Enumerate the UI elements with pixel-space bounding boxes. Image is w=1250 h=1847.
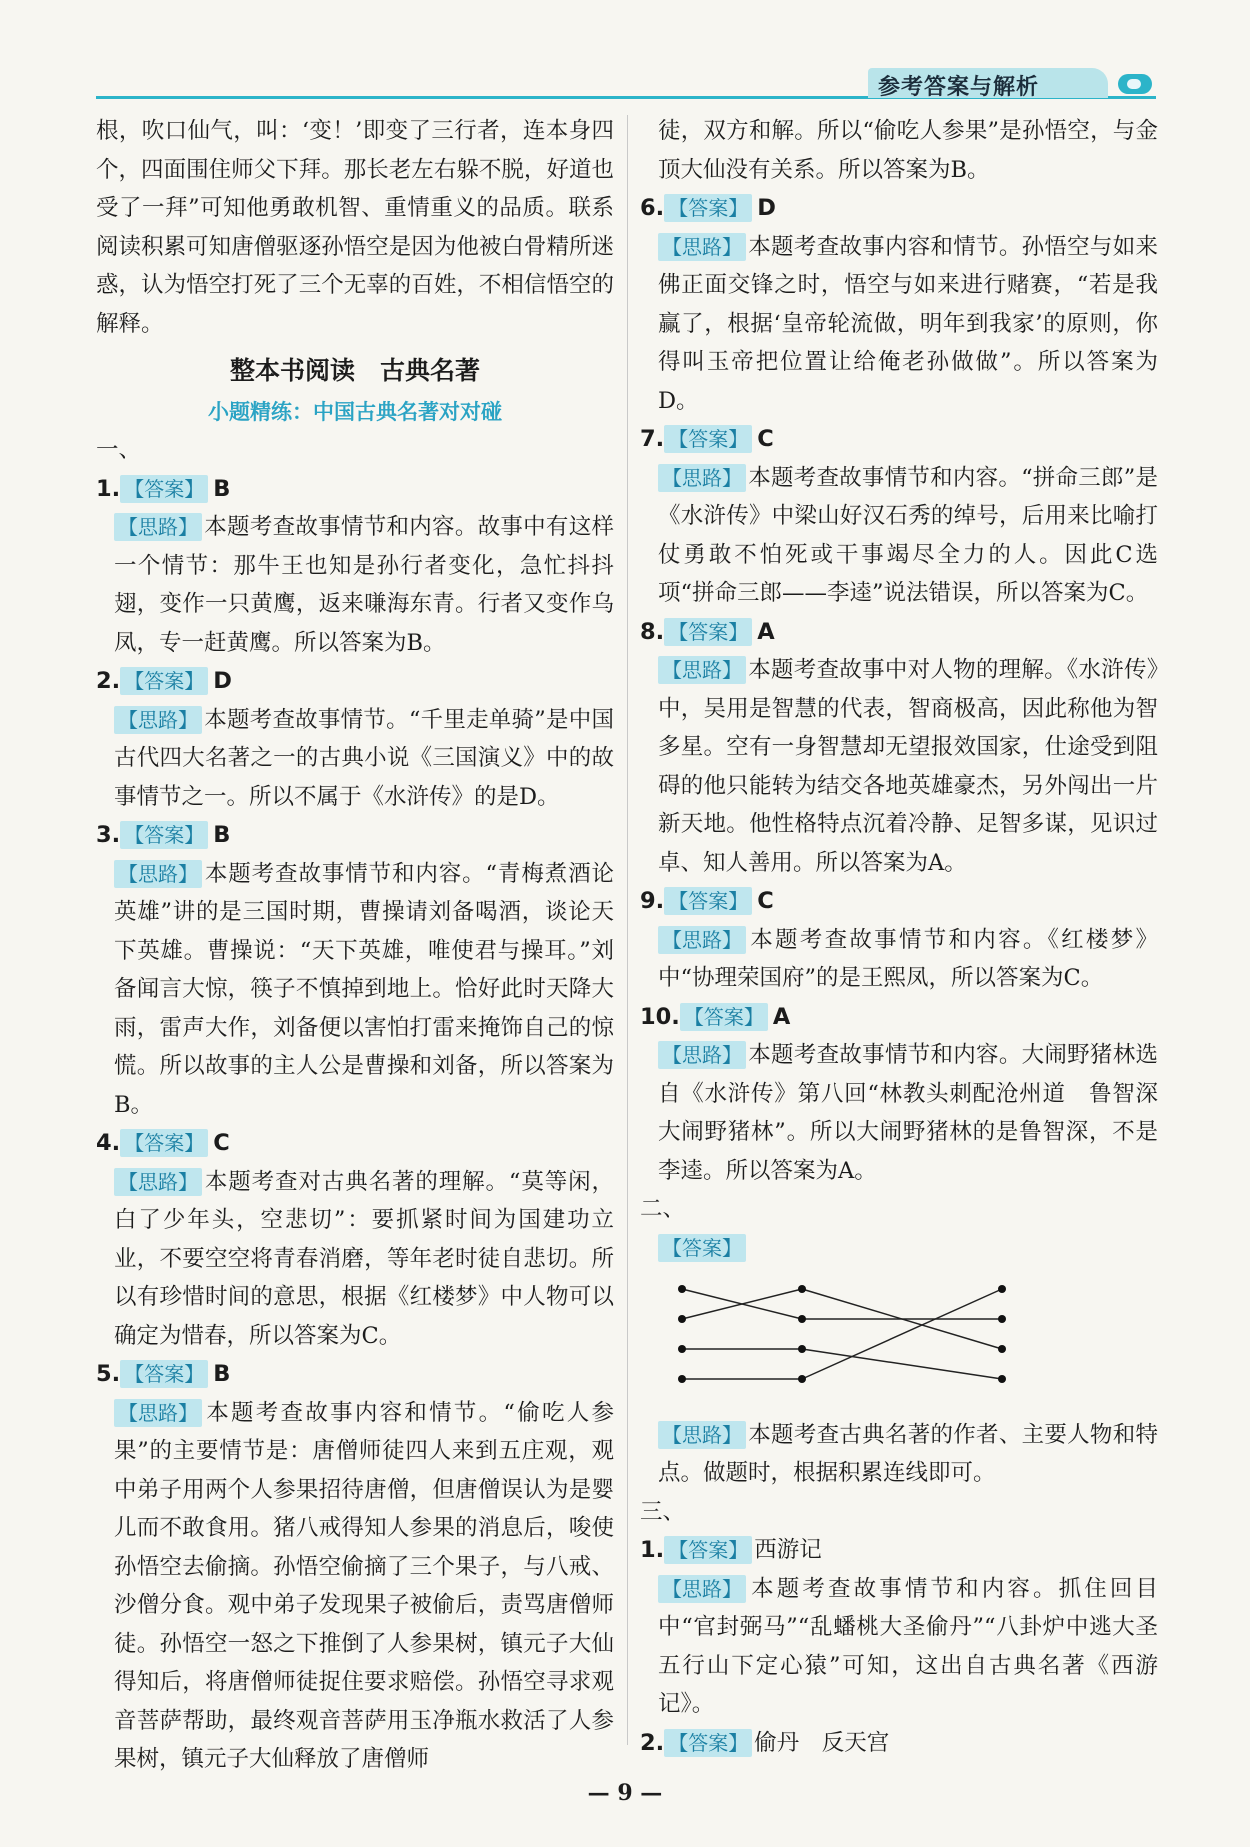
answer-value: D	[213, 668, 232, 694]
reason-tag: 【思路】	[114, 706, 202, 734]
reason-text: 本题考查故事内容和情节。“偷吃人参果”的主要情节是：唐僧师徒四人来到五庄观，观中弟子用两个人参果招待唐僧，但唐僧误认为是婴儿而不敢食用。猪八戒得知人参果的消息后，唆使孙悟空去偷摘。孙悟空偷摘了三个果子，与八戒、沙僧分食。观中弟子发现果子被偷后，责骂唐僧师徒。孙悟空一怒之下推倒了人参果树，镇元子大仙得知后，将唐僧师徒捉住要求赔偿。孙悟空寻求观音菩萨帮助，最终观音菩萨用玉净瓶水救活了人参果树，镇元子大仙释放了唐僧师	[114, 1399, 614, 1772]
part-two-label: 二、	[640, 1196, 686, 1222]
reason-text: 本题考查故事情节和内容。抓住回目中“官封弼马”“乱蟠桃大圣偷丹”“八卦炉中逃大圣 五行山下定心猿”可知，这出自古典名著《西游记》。	[658, 1575, 1181, 1717]
match-dot	[678, 1315, 686, 1323]
reason-tag: 【思路】	[658, 1041, 746, 1069]
question-number: 3.	[96, 822, 121, 848]
reason-text: 本题考查故事情节。“千里走单骑”是中国古代四大名著之一的古典小说《三国演义》中的故事情节之一。所以不属于《水浒传》的是D。	[114, 706, 614, 810]
match-dot	[678, 1345, 686, 1353]
right-column	[640, 112, 1181, 1762]
reason-tag: 【思路】	[658, 1575, 746, 1603]
answer-value: C	[757, 888, 774, 914]
answer-value: D	[757, 195, 776, 221]
question-4	[96, 1124, 614, 1355]
question-number: 10.	[640, 1003, 680, 1030]
reason-tag: 【思路】	[658, 1421, 746, 1449]
reason-tag: 【思路】	[658, 233, 746, 261]
question-number: 9.	[640, 888, 665, 914]
reason-text: 本题考查故事情节和内容。“拼命三郎”是《水浒传》中梁山好汉石秀的绰号，后用来比喻打仗勇敢不怕死或干事竭尽全力的人。因此C选项“拼命三郎——李逵”说法错误，所以答案为C。	[658, 464, 1158, 606]
reason-text: 本题考查古典名著的作者、主要人物和特点。做题时，根据积累连线即可。	[658, 1421, 1158, 1486]
match-dot	[998, 1315, 1006, 1323]
match-dot	[998, 1345, 1006, 1353]
match-dot	[678, 1375, 686, 1383]
column-divider	[627, 115, 628, 1745]
match-line	[802, 1289, 1002, 1379]
reason-text: 本题考查对古典名著的理解。“莫等闲，白了少年头，空悲切”：要抓紧时间为国建功立业，不要空空将青春消磨，等年老时徒自悲切。所以有珍惜时间的意思，根据《红楼梦》中人物可以确定为惜春，所以答案为C。	[114, 1168, 614, 1349]
answer-tag: 【答案】	[664, 1729, 752, 1757]
answer-value: C	[213, 1130, 230, 1156]
match-dot	[798, 1345, 806, 1353]
match-dot	[798, 1315, 806, 1323]
question-1	[96, 470, 614, 663]
question-number: 4.	[96, 1130, 121, 1156]
part-three-label: 三、	[640, 1498, 686, 1525]
reason-text: 本题考查故事情节和内容。故事中有这样一个情节：那牛王也知是孙行者变化，急忙抖抖翅，变作一只黄鹰，返来嗛海东青。行者又变作乌凤，专一赶黄鹰。所以答案为B。	[114, 514, 614, 656]
answer-tag: 【答案】	[664, 618, 752, 646]
reason-tag: 【思路】	[114, 860, 202, 888]
sub-title: 小题精练：中国古典名著对对碰	[208, 400, 502, 424]
answer-tag: 【答案】	[658, 1234, 746, 1262]
question-7	[640, 420, 1158, 613]
question-number: 8.	[640, 618, 665, 645]
header-title: 参考答案与解析	[878, 75, 1040, 100]
answer-value: A	[757, 618, 775, 645]
reason-text: 本题考查故事中对人物的理解。《水浒传》中，吴用是智慧的代表，智商极高，因此称他为智多星。空有一身智慧却无望报效国家，仕途受到阻碍的他只能转为结交各地英雄豪杰，另外闯出一片新天地。他性格特点沉着冷静、足智多谋，见识过卓、知人善用。所以答案为A。	[658, 657, 1158, 876]
question-number: 7.	[640, 426, 665, 452]
match-dot	[798, 1375, 806, 1383]
reason-tag: 【思路】	[658, 926, 746, 954]
header-decoration-icon	[1118, 74, 1152, 94]
section-title: 整本书阅读 古典名著	[229, 356, 480, 385]
reason-text: 本题考查故事情节和内容。《红楼梦》中“协理荣国府”的是王熙凤，所以答案为C。	[658, 926, 1158, 991]
answer-value: A	[772, 1003, 791, 1030]
match-dot	[998, 1285, 1006, 1293]
answer-tag: 【答案】	[120, 667, 208, 695]
answer-tag: 【答案】	[664, 194, 752, 222]
match-dot	[678, 1285, 686, 1293]
question-5	[96, 1355, 614, 1779]
question-number: 2.	[640, 1729, 665, 1756]
reason-tag: 【思路】	[114, 1399, 202, 1427]
reason-tag: 【思路】	[658, 656, 746, 684]
fill-question-1	[640, 1531, 1181, 1724]
answer-value: B	[213, 822, 231, 848]
continued-paragraph: 徒，双方和解。所以“偷吃人参果”是孙悟空，与金顶大仙没有关系。所以答案为B。	[658, 118, 1158, 183]
question-2	[96, 662, 614, 816]
reason-text: 本题考查故事情节和内容。大闹野猪林选自《水浒传》第八回“林教头刺配沧州道 鲁智深大闹野猪林”。所以大闹野猪林的是鲁智深，不是李逵。所以答案为A。	[658, 1042, 1158, 1184]
answer-tag: 【答案】	[120, 1360, 208, 1388]
answer-tag: 【答案】	[120, 475, 208, 503]
part-one-label: 一、	[96, 437, 142, 463]
question-number: 5.	[96, 1361, 121, 1387]
intro-paragraph: 根，吹口仙气，叫：‘变！’即变了三行者，连本身四个，四面围住师父下拜。那长老左右躲不脱，好道也受了一拜”可知他勇敢机智、重情重义的品质。联系阅读积累可知唐僧驱逐孙悟空是因为他被白骨精所迷惑，认为悟空打死了三个无辜的百姓，不相信悟空的解释。	[96, 118, 614, 337]
reason-text: 本题考查故事情节和内容。“青梅煮酒论英雄”讲的是三国时期，曹操请刘备喝酒，谈论天下英雄。曹操说：“天下英雄，唯使君与操耳。”刘备闻言大惊，筷子不慎掉到地上。恰好此时天降大雨，雷声大作，刘备便以害怕打雷来掩饰自己的惊慌。所以故事的主人公是曹操和刘备，所以答案为B。	[114, 860, 614, 1118]
answer-value: C	[757, 426, 774, 452]
reason-tag: 【思路】	[114, 513, 202, 541]
answer-tag: 【答案】	[664, 1536, 752, 1564]
reason-text: 本题考查故事内容和情节。孙悟空与如来佛正面交锋之时，悟空与如来进行赌赛，“若是我赢了，根据‘皇帝轮流做，明年到我家’的原则，你得叫玉帝把位置让给俺老孙做做”。所以答案为D。	[658, 233, 1158, 414]
match-line	[802, 1349, 1002, 1379]
question-3	[96, 816, 614, 1124]
reason-tag: 【思路】	[114, 1168, 202, 1196]
question-10	[640, 998, 1158, 1191]
match-lines	[682, 1289, 1002, 1379]
answer-value: 偷丹 反天宫	[754, 1729, 890, 1756]
question-6	[640, 189, 1158, 420]
question-number: 6.	[640, 195, 665, 221]
answer-tag: 【答案】	[664, 887, 752, 915]
page-number: — 9 —	[587, 1780, 663, 1806]
match-dot	[998, 1375, 1006, 1383]
matching-diagram	[662, 1277, 1022, 1397]
answer-value: B	[213, 475, 231, 502]
answer-tag: 【答案】	[120, 1129, 208, 1157]
answer-tag: 【答案】	[664, 425, 752, 453]
answer-tag: 【答案】	[680, 1003, 768, 1031]
answer-tag: 【答案】	[120, 821, 208, 849]
question-number: 1.	[96, 475, 121, 502]
left-column	[96, 112, 614, 1779]
question-number: 2.	[96, 668, 121, 694]
answer-value: B	[213, 1361, 231, 1387]
question-9	[640, 882, 1158, 998]
match-dot	[798, 1285, 806, 1293]
question-8	[640, 613, 1158, 883]
question-number: 1.	[640, 1537, 665, 1563]
reason-tag: 【思路】	[658, 464, 746, 492]
answer-value: 西游记	[754, 1537, 822, 1563]
page-header	[0, 62, 1250, 108]
fill-question-2	[640, 1724, 1158, 1763]
